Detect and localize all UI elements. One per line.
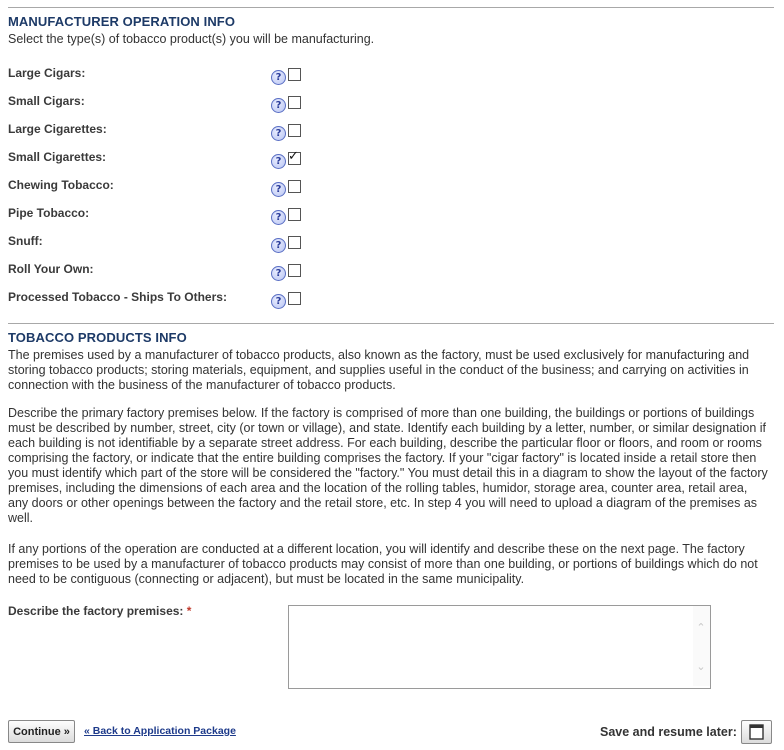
tobacco-section-title: TOBACCO PRODUCTS INFO: [8, 330, 187, 345]
product-label: Roll Your Own:: [8, 262, 94, 276]
help-icon[interactable]: ?: [271, 70, 286, 85]
help-icon[interactable]: ?: [271, 154, 286, 169]
tobacco-paragraph-3: If any portions of the operation are conducted at a different location, you will identify and describe these on the next page. The factory premises to be used by a manufacturer of tobacco products may consist of more than one building, or portions of buildings which do not need to be contiguous (connecting or adjacent), but must be located in the same municipality.: [8, 542, 758, 586]
factory-premises-field: [288, 605, 711, 689]
save-resume-label: Save and resume later:: [600, 725, 737, 739]
factory-premises-label: [8, 604, 191, 618]
product-label: Processed Tobacco - Ships To Others:: [8, 290, 227, 304]
product-row-large-cigars: [8, 66, 308, 86]
pipe-tobacco-checkbox[interactable]: [288, 208, 301, 221]
snuff-checkbox[interactable]: [288, 236, 301, 249]
large-cigarettes-checkbox[interactable]: [288, 124, 301, 137]
help-icon[interactable]: ?: [271, 98, 286, 113]
product-row-chewing-tobacco: [8, 178, 308, 198]
scroll-down-icon[interactable]: ⌄: [696, 660, 706, 673]
product-label: Small Cigarettes:: [8, 150, 107, 164]
manufacturer-section-title: MANUFACTURER OPERATION INFO: [8, 14, 236, 29]
product-row-processed-tobacco: [8, 290, 308, 310]
factory-premises-textarea[interactable]: [289, 606, 689, 686]
product-label: Large Cigarettes:: [8, 122, 107, 136]
save-icon: [742, 721, 771, 743]
product-label: Chewing Tobacco:: [8, 178, 114, 192]
product-label: Small Cigars:: [8, 94, 85, 108]
chewing-tobacco-checkbox[interactable]: [288, 180, 301, 193]
checkmark-icon: ✓: [288, 149, 299, 164]
textarea-scrollbar[interactable]: [693, 606, 710, 686]
small-cigars-checkbox[interactable]: [288, 96, 301, 109]
help-icon[interactable]: ?: [271, 126, 286, 141]
back-to-application-link[interactable]: « Back to Application Package: [84, 725, 236, 737]
section-divider: [8, 323, 774, 324]
product-label: Pipe Tobacco:: [8, 206, 90, 220]
product-row-pipe-tobacco: [8, 206, 308, 226]
product-row-small-cigars: [8, 94, 308, 114]
scroll-up-icon[interactable]: ⌃: [696, 621, 706, 634]
tobacco-paragraph-1: The premises used by a manufacturer of tobacco products, also known as the factory, must be used exclusively for manufacturing and storing tobacco products; storing materials, equipment, and supplies useful in the conduct of the business; and carrying on activities in connection with the business of the manufacturer of tobacco products.: [8, 348, 750, 392]
required-marker: *: [186, 604, 192, 618]
small-cigarettes-checkbox[interactable]: [288, 149, 301, 165]
roll-your-own-checkbox[interactable]: [288, 264, 301, 277]
product-row-large-cigarettes: [8, 122, 308, 142]
large-cigars-checkbox[interactable]: [288, 68, 301, 81]
help-icon[interactable]: ?: [271, 266, 286, 281]
product-row-roll-your-own: [8, 262, 308, 282]
tobacco-paragraph-2: Describe the primary factory premises below. If the factory is comprised of more than one building, the buildings or portions of buildings must be described by number, street, city (or town or village), and state. Identify each building by a letter, number, or similar designation if each building is not identifiable by a separate street address. For each building, describe the particular floor or floors, and room or rooms comprising the factory, or indicate that the entire building comprises the factory. If your "cigar factory" is located inside a retail store then you must identify which part of the store will be considered the "factory." You must detail this in a diagram to show the layout of the factory premises, including the dimensions of each area and the location of the rolling tables, humidor, storage area, counter area, retail area, any doors or other openings between the factory and the retail store, etc. In step 4 you will need to upload a diagram of the premises as well.: [8, 406, 768, 525]
product-label: Snuff:: [8, 234, 43, 248]
product-row-snuff: [8, 234, 308, 254]
continue-button[interactable]: Continue »: [8, 720, 75, 743]
product-row-small-cigarettes: [8, 150, 308, 170]
help-icon[interactable]: ?: [271, 238, 286, 253]
help-icon[interactable]: ?: [271, 210, 286, 225]
manufacturer-section-subtitle: Select the type(s) of tobacco product(s) you will be manufacturing.: [8, 32, 375, 46]
top-divider: [8, 7, 774, 8]
save-resume-button[interactable]: [741, 720, 772, 744]
product-label: Large Cigars:: [8, 66, 86, 80]
help-icon[interactable]: ?: [271, 294, 286, 309]
help-icon[interactable]: ?: [271, 182, 286, 197]
factory-premises-label-text: Describe the factory premises:: [8, 604, 184, 618]
processed-tobacco-checkbox[interactable]: [288, 292, 301, 305]
